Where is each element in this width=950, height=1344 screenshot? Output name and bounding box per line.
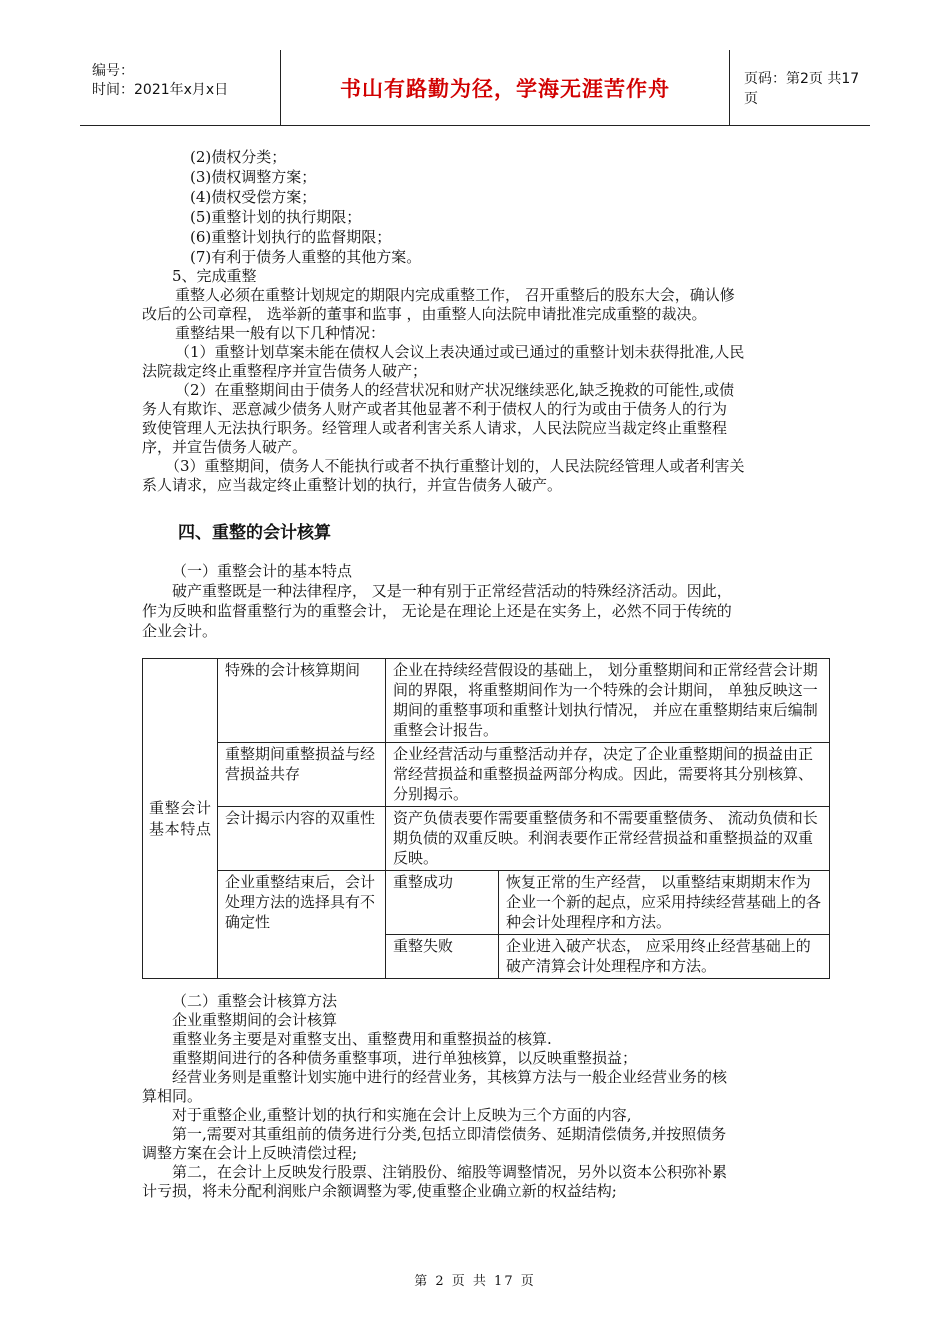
list-item: (3)债权调整方案； <box>190 168 317 186</box>
page-header <box>80 50 870 126</box>
paragraph-line: 致使管理人无法执行职务。经管理人或者利害关系人请求，人民法院应当裁定终止重整程 <box>142 419 728 437</box>
paragraph-line: 第一,需要对其重组前的债务进行分类,包括立即清偿债务、延期清偿债务,并按照债务 <box>172 1125 727 1143</box>
paragraph-line: 重整期间进行的各种债务重整事项，进行单独核算，以反映重整损益； <box>172 1049 638 1067</box>
paragraph-line: 调整方案在会计上反映清偿过程; <box>142 1144 358 1162</box>
paragraph-line: 改后的公司章程， 选举新的董事和监事 ，由重整人向法院申请批准完成重整的裁决。 <box>142 305 707 323</box>
table-row <box>143 743 830 807</box>
list-item: (4)债权受偿方案； <box>190 188 317 206</box>
subsection-heading: （二）重整会计核算方法 <box>172 992 338 1010</box>
paragraph-line: 第二，在会计上反映发行股票、注销股份、缩股等调整情况，另外以资本公积弥补累 <box>172 1163 728 1181</box>
table-cell-label: 重整期间重整损益与经营损益共存 <box>218 743 386 807</box>
table-cell-text: 企业经营活动与重整活动并存，决定了企业重整期间的损益由正常经营损益和重整损益两部分构成。因此，需要将其分别核算、分别揭示。 <box>386 743 830 807</box>
paragraph-line: 系人请求，应当裁定终止重整计划的执行，并宣告债务人破产。 <box>142 476 563 494</box>
paragraph-line: 重整人必须在重整计划规定的期限内完成重整工作， 召开重整后的股东大会，确认修 <box>175 286 735 304</box>
paragraph-line: 法院裁定终止重整程序并宣告债务人破产； <box>142 362 428 380</box>
table-cell-text: 企业进入破产状态， 应采用终止经营基础上的破产清算会计处理程序和方法。 <box>499 935 830 979</box>
step-heading: 5、完成重整 <box>172 267 257 285</box>
table-cell-sublabel: 重整成功 <box>386 871 499 935</box>
paragraph-line: （3）重整期间，债务人不能执行或者不执行重整计划的，人民法院经管理人或者利害关 <box>165 457 745 475</box>
paragraph-line: 企业会计。 <box>142 622 218 640</box>
list-item: (5)重整计划的执行期限； <box>190 208 362 226</box>
header-motto: 书山有路勤为径，学海无涯苦作舟 <box>280 50 730 125</box>
table-row <box>143 659 830 743</box>
paragraph-line: 对于重整企业,重整计划的执行和实施在会计上反映为三个方面的内容, <box>172 1106 632 1124</box>
table-cell-sublabel: 重整失败 <box>386 935 499 979</box>
paragraph-line: 务人有欺诈、恶意减少债务人财产或者其他显著不利于债权人的行为或由于债务人的行为 <box>142 400 728 418</box>
paragraph-line: （2）在重整期间由于债务人的经营状况和财产状况继续恶化,缺乏挽救的可能性,或债 <box>175 381 735 399</box>
paragraph-line: 算相同。 <box>142 1087 203 1105</box>
paragraph-line: 计亏损，将未分配利润账户余额调整为零,使重整企业确立新的权益结构; <box>142 1182 617 1200</box>
paragraph-line: 序，并宣告债务人破产。 <box>142 438 308 456</box>
section-heading: 四、重整的会计核算 <box>178 523 331 543</box>
paragraph-line: 企业重整期间的会计核算 <box>172 1011 338 1029</box>
paragraph-line: 破产重整既是一种法律程序， 又是一种有别于正常经营活动的特殊经济活动。因此， <box>172 582 732 600</box>
list-item: (2)债权分类； <box>190 148 287 166</box>
table-row <box>143 871 830 935</box>
paragraph-line: 重整业务主要是对重整支出、重整费用和重整损益的核算. <box>172 1030 552 1048</box>
header-meta <box>80 50 280 125</box>
table-cell-text: 恢复正常的生产经营， 以重整结束期期末作为企业一个新的起点，应采用持续经营基础上的各种会计处理程序和方法。 <box>499 871 830 935</box>
paragraph-line: （1）重整计划草案未能在债权人会议上表决通过或已通过的重整计划未获得批准,人民 <box>175 343 745 361</box>
doc-number-label: 编号： <box>92 63 134 79</box>
subsection-heading: （一）重整会计的基本特点 <box>172 562 353 580</box>
paragraph-line: 经营业务则是重整计划实施中进行的经营业务，其核算方法与一般企业经营业务的核 <box>172 1068 728 1086</box>
table-cell-text: 资产负债表要作需要重整债务和不需要重整债务、 流动负债和长期负债的双重反映。利润表要作正常经营损益和重整损益的双重反映。 <box>386 807 830 871</box>
header-page-label: 页码：第2页 共17页 <box>744 70 860 107</box>
paragraph-line: 作为反映和监督重整行为的重整会计， 无论是在理论上还是在实务上，必然不同于传统的 <box>142 602 732 620</box>
paragraph-line: 重整结果一般有以下几种情况： <box>175 324 386 342</box>
doc-time-label: 时间：2021年x月x日 <box>92 82 229 98</box>
table-row <box>143 807 830 871</box>
page-footer: 第 2 页 共 17 页 <box>414 1274 536 1289</box>
table-cell-label: 企业重整结束后，会计处理方法的选择具有不确定性 <box>218 871 386 979</box>
list-item: (7)有利于债务人重整的其他方案。 <box>190 248 422 266</box>
table-cell-label: 会计揭示内容的双重性 <box>218 807 386 871</box>
list-item: (6)重整计划执行的监督期限； <box>190 228 392 246</box>
table-row-header: 重整会计基本特点 <box>143 659 218 979</box>
table-cell-text: 企业在持续经营假设的基础上， 划分重整期间和正常经营会计期间的界限，将重整期间作为一个特殊的会计期间， 单独反映这一期间的重整事项和重整计划执行情况， 并应在重整期结束后编制重整会计报告。 <box>386 659 830 743</box>
features-table <box>142 658 830 979</box>
table-cell-label: 特殊的会计核算期间 <box>218 659 386 743</box>
